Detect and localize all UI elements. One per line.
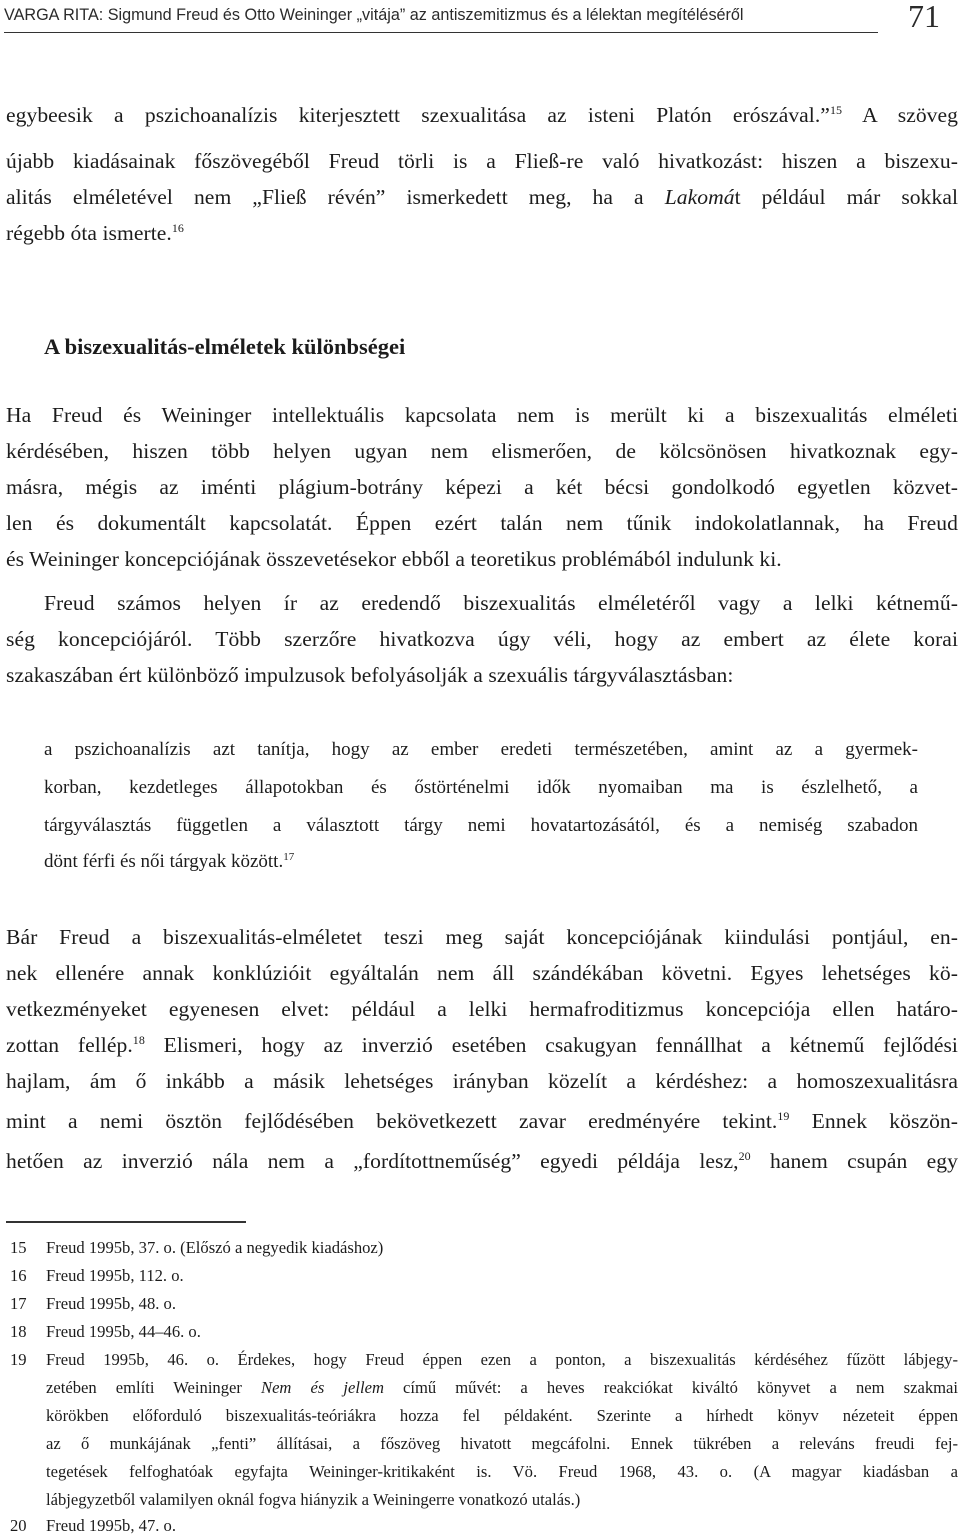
body-line: hetően az inverzió nála nem a „fordítottneműség” egyedi példája lesz,$^{20}$ hanem csupán egy [6, 1149, 958, 1173]
footnote-number: 20 [10, 1516, 27, 1535]
quote-line: korban, kezdetleges állapotokban és őstörténelmi idők nyomaiban ma is észlelhető, a [44, 777, 918, 798]
footnote-ref[interactable]: 18 [132, 1033, 145, 1047]
footnote-number: 17 [10, 1294, 27, 1313]
body-line: hajlam, ám ő inkább a másik lehetséges irányban közelít a kérdéshez: a homoszexualitásra [6, 1069, 958, 1093]
body-line: ség koncepciójáról. Több szerzőre hivatkozva úgy véli, hogy az embert az élete korai [6, 627, 958, 651]
footnote-text: Freud 1995b, 47. o. [46, 1516, 176, 1535]
body-line: len és dokumentált kapcsolatát. Éppen ezért talán nem tűnik indokolatlannak, ha Freud [6, 511, 958, 535]
footnote-ref[interactable]: 20 [738, 1149, 751, 1163]
body-line: alitás elméletével nem „Fließ révén” ismerkedett meg, ha a Lakomát például már sokkal [6, 185, 958, 209]
quote-line: dönt férfi és női tárgyak között.$^{17}$ [44, 851, 295, 872]
footnote-text: Freud 1995b, 48. o. [46, 1294, 176, 1313]
body-line: nek ellenére annak konklúzióit egyáltalán nem áll szándékában követni. Egyes lehetséges kö- [6, 961, 958, 985]
footnote-text: zetében említi Weininger Nem és jellem című művét: a heves reakciókat kiváltó könyvet a nem szakmai [46, 1378, 958, 1397]
footnote-text: Freud 1995b, 46. o. Érdekes, hogy Freud éppen ezen a ponton, a biszexualitás kérdéséhez fűzött lábjegy- [46, 1350, 958, 1369]
footnote-divider [6, 1221, 246, 1223]
footnote-ref[interactable]: 17 [283, 851, 295, 863]
footnote-text: tegetések felfoghatóak egyfajta Weininger-kritikaként is. Vö. Freud 1968, 43. o. (A magyar kiadásban a [46, 1462, 958, 1481]
running-head [4, 2, 878, 33]
body-line: újabb kiadásainak főszövegéből Freud törli is a Fließ-re való hivatkozást: hiszen a biszexu- [6, 149, 958, 173]
body-line: Freud számos helyen ír az eredendő biszexualitás elméletéről vagy a lelki kétnemű- [44, 591, 958, 615]
body-line: kérdésében, hiszen több helyen ugyan nem elismerően, de kölcsönösen hivatkoznak egy- [6, 439, 958, 463]
footnote-ref[interactable]: 19 [777, 1109, 790, 1123]
footnote-number: 15 [10, 1238, 27, 1257]
footnote-text: Freud 1995b, 112. o. [46, 1266, 184, 1285]
body-line: régebb óta ismerte.$^{16}$ [6, 221, 184, 245]
page-number: 71 [908, 0, 940, 34]
footnote-text: lábjegyzetből valamilyen oknál fogva hiányzik a Weiningerre vonatkozó utalás.) [46, 1490, 581, 1509]
body-line: és Weininger koncepciójának összevetésekor ebből a teoretikus problémából indulunk ki. [6, 547, 782, 571]
footnote-number: 16 [10, 1266, 27, 1285]
quote-line: tárgyválasztás független a választott tárgy nemi hovatartozásától, és a nemiség szabadon [44, 815, 918, 836]
footnote-number: 18 [10, 1322, 27, 1341]
section-heading: A biszexualitás-elméletek különbségei [44, 334, 406, 359]
running-head-title: VARGA RITA: Sigmund Freud és Otto Weininger „vitája” az antiszemitizmus és a lélektan megítéléséről [4, 6, 744, 24]
body-line: Bár Freud a biszexualitás-elméletet teszi meg saját koncepciójának kiindulási pontjául, en- [6, 925, 958, 949]
body-line: másra, mégis az iménti plágium-botrány képezi a két bécsi gondolkodó egyetlen közvet- [6, 475, 958, 499]
footnote-text: Freud 1995b, 44–46. o. [46, 1322, 201, 1341]
quote-line: a pszichoanalízis azt tanítja, hogy az ember eredeti természetében, amint az a gyermek- [44, 739, 918, 760]
footnote-text: az ő munkájának „fenti” állításai, a főszöveg hivatott megcáfolni. Ennek tükrében a releváns freudi fej- [46, 1434, 958, 1453]
footnote-text: körökben előforduló biszexualitás-teóriákra hozza fel példaként. Szerinte a hírhedt könyv nézeteit éppen [46, 1406, 958, 1425]
footnote-ref[interactable]: 16 [171, 221, 184, 235]
body-line: egybeesik a pszichoanalízis kiterjesztett szexualitása az isteni Platón erószával.”$^{15}$ A szöveg [6, 103, 959, 127]
italic-title: Nem és jellem [261, 1378, 384, 1397]
body-line: zottan fellép.$^{18}$ Elismeri, hogy az inverzió esetében csakugyan fennállhat a kétnemű fejlődési [6, 1033, 958, 1057]
body-line: mint a nemi ösztön fejlődésében bekövetkezett zavar eredményére tekint.$^{19}$ Ennek köszön- [6, 1109, 959, 1133]
footnote-text: Freud 1995b, 37. o. (Előszó a negyedik kiadáshoz) [46, 1238, 384, 1257]
body-line: Ha Freud és Weininger intellektuális kapcsolata nem is merült ki a biszexualitás elméleti [6, 403, 958, 427]
body-line: szakaszában ért különböző impulzusok befolyásolják a szexuális tárgyválasztásban: [6, 663, 734, 687]
italic-title: Lakomá [664, 185, 735, 209]
footnote-number: 19 [10, 1350, 27, 1369]
footnote-ref[interactable]: 15 [829, 103, 843, 117]
body-line: vetkezményeket egyenesen elvet: például a lelki hermafroditizmus koncepciója ellen határo- [6, 997, 958, 1021]
